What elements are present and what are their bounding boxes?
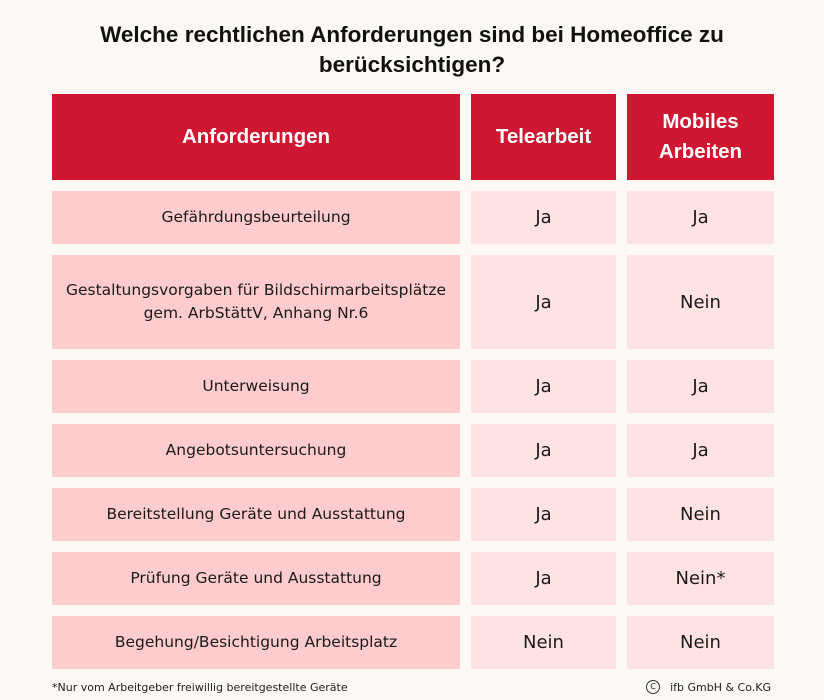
credit-text: ifb GmbH & Co.KG [670, 680, 771, 694]
footnote: *Nur vom Arbeitgeber freiwillig bereitgestellte Geräte [52, 681, 348, 694]
row-requirement: Prüfung Geräte und Ausstattung [52, 552, 460, 605]
row-telearbeit-value: Nein [471, 616, 616, 669]
row-mobiles-value: Ja [627, 360, 774, 413]
copyright-icon: C [646, 680, 660, 694]
row-telearbeit-value: Ja [471, 424, 616, 477]
row-mobiles-value: Ja [627, 424, 774, 477]
row-mobiles-value: Nein* [627, 552, 774, 605]
row-requirement: Begehung/Besichtigung Arbeitsplatz [52, 616, 460, 669]
row-mobiles-value: Ja [627, 191, 774, 244]
header-telearbeit: Telearbeit [471, 94, 616, 180]
row-mobiles-value: Nein [627, 616, 774, 669]
row-mobiles-value: Nein [627, 255, 774, 349]
row-requirement: Angebotsuntersuchung [52, 424, 460, 477]
row-mobiles-value: Nein [627, 488, 774, 541]
row-requirement: Unterweisung [52, 360, 460, 413]
header-mobiles-arbeiten: Mobiles Arbeiten [627, 94, 774, 180]
page-title: Welche rechtlichen Anforderungen sind bei Homeoffice zu berücksichtigen? [100, 22, 724, 77]
header-anforderungen: Anforderungen [52, 94, 460, 180]
row-telearbeit-value: Ja [471, 255, 616, 349]
requirements-table [52, 94, 774, 669]
row-requirement: Gestaltungsvorgaben für Bildschirmarbeitsplätze gem. ArbStättV, Anhang Nr.6 [52, 255, 460, 349]
credit [646, 680, 771, 694]
row-telearbeit-value: Ja [471, 360, 616, 413]
row-requirement: Gefährdungsbeurteilung [52, 191, 460, 244]
row-telearbeit-value: Ja [471, 488, 616, 541]
row-telearbeit-value: Ja [471, 552, 616, 605]
row-telearbeit-value: Ja [471, 191, 616, 244]
row-requirement: Bereitstellung Geräte und Ausstattung [52, 488, 460, 541]
